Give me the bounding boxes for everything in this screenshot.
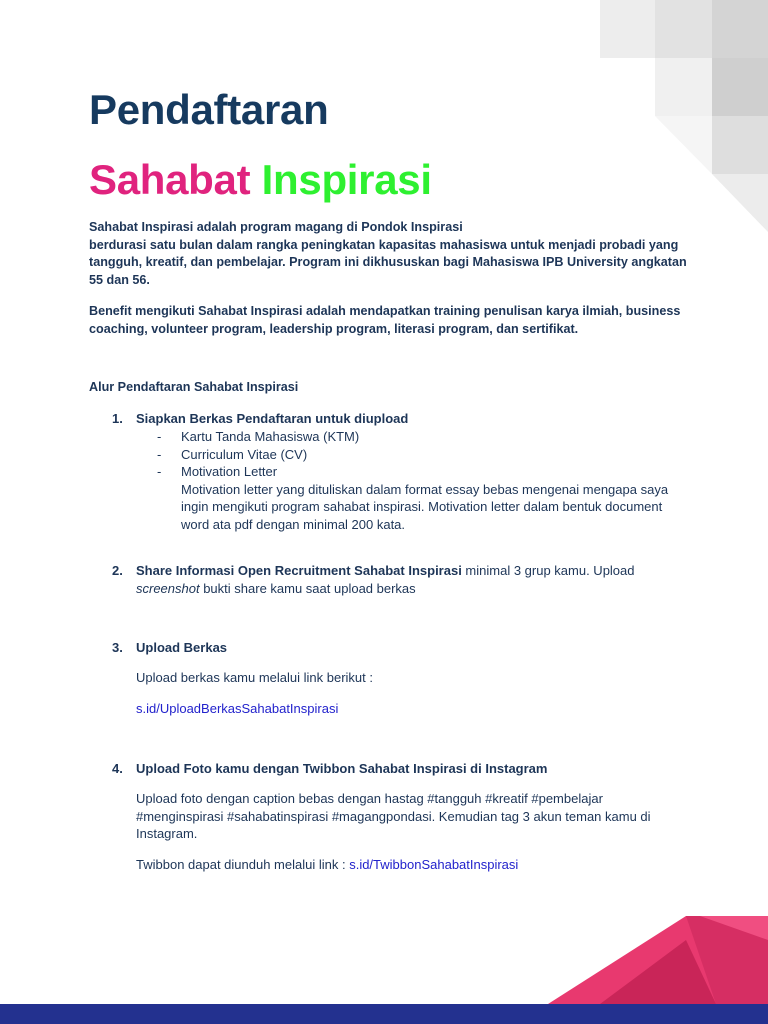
program-title-word-inspirasi: Inspirasi bbox=[261, 156, 432, 203]
step-number: 3. bbox=[112, 640, 123, 655]
upload-link-row bbox=[136, 700, 681, 718]
intro-paragraph bbox=[89, 219, 689, 289]
upload-berkas-link[interactable]: s.id/UploadBerkasSahabatInspirasi bbox=[136, 701, 339, 716]
list-item: - Motivation Letter Motivation letter yang dituliskan dalam format essay bebas mengenai mengapa saya ingin mengikuti program sahabat inspirasi. Motivation letter dalam bentuk document word ata pdf dengan minimal 200 kata. bbox=[157, 463, 687, 533]
list-item: - Kartu Tanda Mahasiswa (KTM) bbox=[157, 429, 360, 444]
motivation-letter-note: Motivation letter yang dituliskan dalam format essay bebas mengenai mengapa saya ingin mengikuti program sahabat inspirasi. Motivation letter dalam bentuk document word ata pdf dengan minimal 200 kata. bbox=[181, 481, 669, 532]
step-number: 4. bbox=[112, 761, 123, 776]
twibbon-link-prefix: Twibbon dapat diunduh melalui link : bbox=[136, 857, 350, 872]
step-title: Share Informasi Open Recruitment Sahabat Inspirasi minimal 3 grup kamu. Upload screenshot bukti share kamu saat upload berkas bbox=[136, 563, 635, 596]
list-item: - Curriculum Vitae (CV) bbox=[157, 446, 308, 462]
registration-flow-heading: Alur Pendaftaran Sahabat Inspirasi bbox=[89, 380, 299, 394]
intro-line-2: berdurasi satu bulan dalam rangka peningkatan kapasitas mahasiswa untuk menjadi probadi yang tangguh, kreatif, dan pembelajar. Program ini dikhususkan bagi Mahasiswa IPB University angkatan 55 dan 56. bbox=[89, 237, 687, 287]
step-number: 1. bbox=[112, 411, 123, 426]
benefit-paragraph: Benefit mengikuti Sahabat Inspirasi adalah mendapatkan training penulisan karya ilmiah, business coaching, volunteer program, leadership program, literasi program, dan sertifikat. bbox=[89, 304, 681, 336]
intro-line-1: Sahabat Inspirasi adalah program magang di Pondok Inspirasi bbox=[89, 220, 463, 234]
step-title: Upload Foto kamu dengan Twibbon Sahabat Inspirasi di Instagram bbox=[136, 761, 548, 776]
upload-instruction: Upload berkas kamu melalui link berikut : bbox=[136, 670, 373, 685]
step-title: Upload Berkas bbox=[136, 640, 228, 655]
decorative-pink-footer-graphic bbox=[0, 900, 768, 1024]
step-number: 2. bbox=[112, 563, 123, 578]
page-title: Pendaftaran bbox=[89, 86, 329, 133]
twibbon-link-row bbox=[136, 856, 681, 874]
twibbon-link[interactable]: s.id/TwibbonSahabatInspirasi bbox=[349, 857, 519, 872]
photo-instruction: Upload foto dengan caption bebas dengan hastag #tangguh #kreatif #pembelajar #menginspirasi #sahabatinspirasi #magangpondasi. Kemudian tag 3 akun teman kamu di Instagram. bbox=[136, 791, 651, 841]
step-title: Siapkan Berkas Pendaftaran untuk diupload bbox=[136, 411, 409, 426]
program-title bbox=[89, 156, 432, 204]
document-list bbox=[157, 428, 687, 533]
program-title-word-sahabat: Sahabat bbox=[89, 156, 251, 203]
